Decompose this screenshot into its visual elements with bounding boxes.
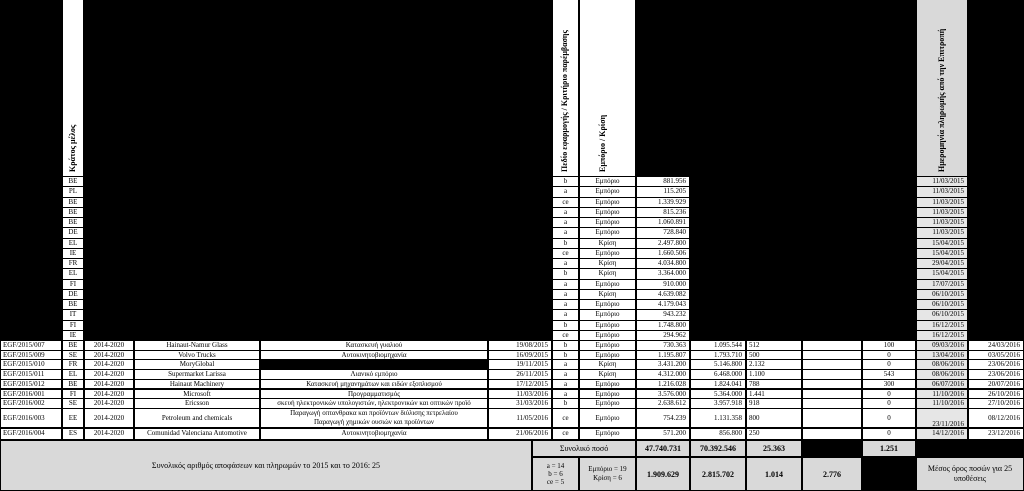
sum-workers: 25.363 [746, 440, 802, 457]
table-row-crit: b [552, 340, 579, 351]
table-row-crit: a [552, 389, 579, 400]
table-row-ref: EGF/2015/011 [0, 369, 62, 380]
criterion-cell: ce [552, 197, 579, 208]
member-state-cell: BE [62, 176, 84, 187]
table-row-total: 1.793.710 [690, 350, 746, 361]
table-row-crit: a [552, 379, 579, 390]
table-row-neets: 0 [862, 408, 916, 428]
table-row-sector: Λιανικό εμπόριο [260, 369, 488, 380]
table-row-period: 2014-2020 [84, 398, 134, 409]
avg-label: Μέσος όρος ποσών για 25 υποθέσεις [916, 457, 1024, 491]
table-row-total: 5.364.000 [690, 389, 746, 400]
table-row-last: 24/03/2016 [968, 340, 1024, 351]
table-row-workers: 788 [746, 379, 802, 390]
table-row-crit: b [552, 398, 579, 409]
type-cell: Εμπόριο [579, 217, 636, 228]
payment-date-cell: 17/07/2015 [916, 279, 968, 290]
type-count-crisis: Κρίση = 6 [593, 474, 622, 482]
table-row-period: 2014-2020 [84, 369, 134, 380]
table-row-name: Comunidad Valenciana Automotive [134, 428, 260, 440]
table-row-total: 1.824.041 [690, 379, 746, 390]
table-row-ms: SE [62, 350, 84, 361]
table-row-name: Microsoft [134, 389, 260, 400]
table-row-name: Volvo Trucks [134, 350, 260, 361]
payment-date-cell: 06/10/2015 [916, 309, 968, 320]
amount-cell: 2.497.800 [636, 238, 690, 249]
amount-cell: 4.639.082 [636, 289, 690, 300]
table-row-amount: 730.363 [636, 340, 690, 351]
table-row-amount: 571.200 [636, 428, 690, 440]
criterion-cell: a [552, 186, 579, 197]
table-row-ms: EE [62, 408, 84, 428]
criterion-cell: a [552, 279, 579, 290]
payment-date-cell: 06/10/2015 [916, 299, 968, 310]
payment-date-cell: 11/03/2015 [916, 186, 968, 197]
member-state-cell: BE [62, 299, 84, 310]
amount-cell: 4.034.800 [636, 258, 690, 269]
table-row-ref: EGF/2016/001 [0, 389, 62, 400]
table-row-workers: 800 [746, 408, 802, 428]
aid-scope-header-label: Πεδίο εφαρμογής / Κριτήριο παρέμβασης [560, 30, 569, 172]
table-row-sector: Κατασκευή γυαλιού [260, 340, 488, 351]
payment-date-header [916, 0, 968, 176]
payment-date-cell: 16/12/2015 [916, 320, 968, 331]
table-row-ms: BE [62, 340, 84, 351]
table-row-crit: b [552, 350, 579, 361]
table-row-neets: 100 [862, 340, 916, 351]
member-state-cell: EL [62, 268, 84, 279]
criterion-cell: a [552, 227, 579, 238]
table-row-total: 856.800 [690, 428, 746, 440]
table-row-pay_date: 08/06/2016 [916, 369, 968, 380]
payment-date-cell: 11/03/2015 [916, 207, 968, 218]
table-row-last: 27/10/2016 [968, 398, 1024, 409]
amount-cell: 1.060.891 [636, 217, 690, 228]
table-row-period: 2014-2020 [84, 408, 134, 428]
table-row-workers: 1.100 [746, 369, 802, 380]
avg-amount: 1.909.629 [636, 457, 690, 491]
type-counts [579, 457, 636, 491]
table-row-ms: FI [62, 389, 84, 400]
table-row-ms: SE [62, 398, 84, 409]
amount-cell: 294.962 [636, 330, 690, 341]
table-row-pay_date: 08/06/2016 [916, 359, 968, 370]
table-row-app_date: 26/11/2015 [488, 369, 552, 380]
table-row-total: 1.095.544 [690, 340, 746, 351]
type-cell: Εμπόριο [579, 176, 636, 187]
type-cell: Κρίση [579, 289, 636, 300]
table-row-crit: a [552, 359, 579, 370]
member-state-cell: FR [62, 258, 84, 269]
table-row-period: 2014-2020 [84, 389, 134, 400]
table-row-pay_date: 11/10/2016 [916, 398, 968, 409]
member-state-cell: IE [62, 330, 84, 341]
table-row-type: Εμπόριο [579, 379, 636, 390]
table-row-ms: FR [62, 359, 84, 370]
trade-crisis-header-label: Εμπόριο / Κρίση [598, 114, 607, 172]
type-count-trade: Εμπόριο = 19 [588, 465, 627, 473]
payment-date-cell: 11/03/2015 [916, 217, 968, 228]
type-cell: Κρίση [579, 238, 636, 249]
table-row-ref: EGF/2015/012 [0, 379, 62, 390]
table-row-app_date: 21/06/2016 [488, 428, 552, 440]
table-row-ref: EGF/2016/002 [0, 398, 62, 409]
table-row-app_date: 17/12/2015 [488, 379, 552, 390]
table-row-app_date: 19/11/2015 [488, 359, 552, 370]
table-row-ms: ES [62, 428, 84, 440]
avg-total: 2.815.702 [690, 457, 746, 491]
sum-neets: 1.251 [862, 440, 916, 457]
table-row-neets: 543 [862, 369, 916, 380]
payment-date-cell: 15/04/2015 [916, 248, 968, 259]
table-row-pay_date: 06/07/2016 [916, 379, 968, 390]
crit-count-a: a = 14 [546, 462, 565, 470]
member-state-cell: BE [62, 217, 84, 228]
amount-cell: 1.339.929 [636, 197, 690, 208]
table-row-app_date: 11/03/2016 [488, 389, 552, 400]
table-row-neets: 300 [862, 379, 916, 390]
table-row-amount: 2.638.612 [636, 398, 690, 409]
type-cell: Εμπόριο [579, 207, 636, 218]
table-row-last: 08/12/2016 [968, 408, 1024, 428]
payment-date-cell: 15/04/2015 [916, 268, 968, 279]
member-state-cell: BE [62, 207, 84, 218]
member-state-cell: EL [62, 238, 84, 249]
table-row-type: Εμπόριο [579, 350, 636, 361]
amount-cell: 881.956 [636, 176, 690, 187]
table-row-last: 26/10/2016 [968, 389, 1024, 400]
amount-cell: 1.748.800 [636, 320, 690, 331]
criterion-cell: a [552, 217, 579, 228]
table-row-total: 3.957.918 [690, 398, 746, 409]
table-row-ref: EGF/2015/007 [0, 340, 62, 351]
table-row-name: Hainaut-Namur Glass [134, 340, 260, 351]
table-row-ref: EGF/2016/003 [0, 408, 62, 428]
table-row-workers: 512 [746, 340, 802, 351]
type-cell: Εμπόριο [579, 279, 636, 290]
avg-extra: 2.776 [802, 457, 862, 491]
payment-date-cell: 06/10/2015 [916, 289, 968, 300]
table-row-pay_date: 23/11/2016 [916, 408, 968, 428]
table-row-app_date: 31/03/2016 [488, 398, 552, 409]
criterion-cell: a [552, 309, 579, 320]
type-cell: Κρίση [579, 258, 636, 269]
table-row-neets: 0 [862, 428, 916, 440]
aid-scope-header [552, 0, 579, 176]
table-row-amount: 754.239 [636, 408, 690, 428]
amount-cell: 943.232 [636, 309, 690, 320]
table-row-amount: 4.312.000 [636, 369, 690, 380]
table-row-sector [260, 408, 488, 428]
table-row-period: 2014-2020 [84, 428, 134, 440]
table-row-type: Κρίση [579, 369, 636, 380]
table-row-blank [802, 408, 862, 428]
table-row-pay_date: 11/10/2016 [916, 389, 968, 400]
table-row-crit: ce [552, 408, 579, 428]
table-row-last: 23/06/2016 [968, 369, 1024, 380]
table-row-blank [802, 428, 862, 440]
type-cell: Εμπόριο [579, 227, 636, 238]
type-cell: Εμπόριο [579, 330, 636, 341]
table-row-name: Ericsson [134, 398, 260, 409]
table-row-ms: BE [62, 379, 84, 390]
table-row-app_date: 16/09/2015 [488, 350, 552, 361]
table-row-amount: 1.216.028 [636, 379, 690, 390]
table-row-period: 2014-2020 [84, 359, 134, 370]
table-row-type: Εμπόριο [579, 389, 636, 400]
member-state-cell: DE [62, 227, 84, 238]
table-row-period: 2014-2020 [84, 379, 134, 390]
payment-date-cell: 11/03/2015 [916, 176, 968, 187]
table-row-app_date: 11/05/2016 [488, 408, 552, 428]
table-row-workers: 1.441 [746, 389, 802, 400]
table-row-sector: Αυτοκινητοβιομηχανία [260, 350, 488, 361]
member-state-cell: FI [62, 279, 84, 290]
member-state-cell: FI [62, 320, 84, 331]
payment-date-cell: 11/03/2015 [916, 227, 968, 238]
crit-counts [532, 457, 579, 491]
member-state-cell: DE [62, 289, 84, 300]
amount-cell: 4.179.043 [636, 299, 690, 310]
payment-date-cell: 15/04/2015 [916, 238, 968, 249]
member-state-header-label: Κράτος μέλος [68, 124, 77, 172]
type-cell: Κρίση [579, 268, 636, 279]
table-row-sector: Κατασκευή μηχανημάτων και ειδών εξοπλισμού [260, 379, 488, 390]
table-row-name: Hainaut Machinery [134, 379, 260, 390]
table-row-amount: 3.576.000 [636, 389, 690, 400]
avg-workers: 1.014 [746, 457, 802, 491]
table-row-name: MoryGlobal [134, 359, 260, 370]
amount-cell: 728.840 [636, 227, 690, 238]
table-row-crit: ce [552, 428, 579, 440]
payment-date-header-label: Ημερομηνία πληρωμής από την Επιτροπή [937, 28, 946, 172]
type-cell: Εμπόριο [579, 320, 636, 331]
amount-cell: 815.236 [636, 207, 690, 218]
table-row-neets: 0 [862, 389, 916, 400]
table-row-workers: 250 [746, 428, 802, 440]
criterion-cell: b [552, 320, 579, 331]
type-cell: Εμπόριο [579, 309, 636, 320]
member-state-cell: PL [62, 186, 84, 197]
sector-line-2: Παραγωγή χημικών ουσιών και προϊόντων [313, 418, 435, 426]
criterion-cell: a [552, 299, 579, 310]
amount-cell: 3.364.000 [636, 268, 690, 279]
criterion-cell: ce [552, 330, 579, 341]
table-row-ref: EGF/2016/004 [0, 428, 62, 440]
table-row-period: 2014-2020 [84, 340, 134, 351]
table-row-name: Petroleum and chemicals [134, 408, 260, 428]
table-row-total: 1.131.358 [690, 408, 746, 428]
summary-text: Συνολικός αριθμός αποφάσεων και πληρωμών το 2015 και το 2016: 25 [151, 461, 381, 470]
type-cell: Εμπόριο [579, 197, 636, 208]
table-row-last: 20/07/2016 [968, 379, 1024, 390]
type-cell: Εμπόριο [579, 299, 636, 310]
amount-cell: 910.000 [636, 279, 690, 290]
trade-crisis-header [579, 0, 636, 176]
amount-cell: 1.660.506 [636, 248, 690, 259]
table-row-neets: 0 [862, 398, 916, 409]
table-row-ref: EGF/2015/010 [0, 359, 62, 370]
table-row-workers: 918 [746, 398, 802, 409]
sum-total: 70.392.546 [690, 440, 746, 457]
table-row-amount: 1.195.807 [636, 350, 690, 361]
criterion-cell: b [552, 176, 579, 187]
table-row-sector: Αυτοκινητοβιομηχανία [260, 428, 488, 440]
criterion-cell: ce [552, 248, 579, 259]
table-row-type: Εμπόριο [579, 408, 636, 428]
table-row-pay_date: 09/03/2016 [916, 340, 968, 351]
table-row-last: 23/12/2016 [968, 428, 1024, 440]
criterion-cell: a [552, 289, 579, 300]
table-row-workers: 500 [746, 350, 802, 361]
criterion-cell: b [552, 238, 579, 249]
table-row-neets: 0 [862, 359, 916, 370]
table-row-pay_date: 13/04/2016 [916, 350, 968, 361]
crit-count-ce: ce = 5 [546, 478, 565, 486]
table-row-sector: σκευή ηλεκτρονικών υπολογιστών, ηλεκτρονικών και οπτικών προϊό [260, 398, 488, 409]
table-row-crit: a [552, 369, 579, 380]
member-state-cell: BE [62, 197, 84, 208]
payment-date-cell: 11/03/2015 [916, 197, 968, 208]
table-row-total: 5.146.800 [690, 359, 746, 370]
criterion-cell: b [552, 268, 579, 279]
type-cell: Εμπόριο [579, 186, 636, 197]
totals-label-cell [0, 440, 532, 491]
total-label: Συνολικό ποσό [559, 444, 609, 453]
table-row-type: Εμπόριο [579, 398, 636, 409]
total-amount-label [532, 440, 636, 457]
table-row-sector: Προγραμματισμός [260, 389, 488, 400]
payment-date-cell: 16/12/2015 [916, 330, 968, 341]
table-row-type: Κρίση [579, 359, 636, 370]
sum-amount: 47.740.731 [636, 440, 690, 457]
table-row-ref: EGF/2015/009 [0, 350, 62, 361]
table-row-period: 2014-2020 [84, 350, 134, 361]
table-row-last: 23/06/2016 [968, 359, 1024, 370]
member-state-cell: IT [62, 309, 84, 320]
sector-line-1: Παραγωγή οπτανθρακα και προϊόντων διύλισης πετρελαίου [290, 409, 458, 417]
criterion-cell: a [552, 207, 579, 218]
table-row-neets: 0 [862, 350, 916, 361]
table-row-last: 03/05/2016 [968, 350, 1024, 361]
table-row-type: Εμπόριο [579, 340, 636, 351]
table-row-amount: 3.431.200 [636, 359, 690, 370]
crit-count-b: b = 6 [548, 470, 563, 478]
member-state-cell: IE [62, 248, 84, 259]
table-row-type: Εμπόριο [579, 428, 636, 440]
table-row-total: 6.468.000 [690, 369, 746, 380]
table-row-app_date: 19/08/2015 [488, 340, 552, 351]
table-row-workers: 2.132 [746, 359, 802, 370]
table-row-pay_date: 14/12/2016 [916, 428, 968, 440]
criterion-cell: a [552, 258, 579, 269]
type-cell: Εμπόριο [579, 248, 636, 259]
table-row-ms: EL [62, 369, 84, 380]
amount-cell: 115.205 [636, 186, 690, 197]
table-row-name: Supermarket Larissa [134, 369, 260, 380]
payment-date-cell: 29/04/2015 [916, 258, 968, 269]
